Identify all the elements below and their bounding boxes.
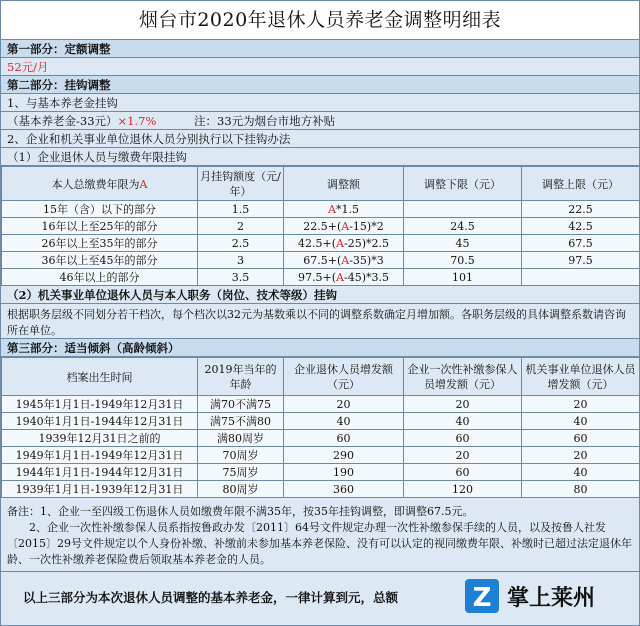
age-row	[2, 447, 640, 464]
col-onetime: 企业一次性补缴参保人员增发额（元）	[404, 358, 522, 396]
part1-amount: 52元/月	[1, 58, 639, 76]
age-row-cell: 满75不满80	[198, 413, 284, 430]
age-row-cell: 1939年12月31日之前的	[2, 430, 198, 447]
age-row-cell: 80	[522, 481, 640, 498]
age-row-cell: 1939年1月1日-1939年12月31日	[2, 481, 198, 498]
age-row-cell: 1944年1月1日-1944年12月31日	[2, 464, 198, 481]
part2-sub1: 1、与基本养老金挂钩	[1, 94, 639, 112]
contribution-row-cell: 46年以上的部分	[2, 269, 198, 286]
note-2: 2、企业一次性补缴参保人员系指按鲁政办发〔2011〕64号文件规定办理一次性补缴参保手续的人员，以及按鲁人社发〔2015〕29号文件规定以个人身份补缴、补缴前未参加基本养老保险、没有可以认定的视同缴费年限、补缴时已超过法定退休年龄、一次性补缴养老保险费后领取基本养老金的人员。	[7, 521, 632, 566]
age-row-cell: 60	[404, 430, 522, 447]
age-row-cell: 1949年1月1日-1949年12月31日	[2, 447, 198, 464]
contribution-row	[2, 252, 640, 269]
contribution-row-cell: 26年以上至35年的部分	[2, 235, 198, 252]
contribution-row-cell: 16年以上至25年的部分	[2, 218, 198, 235]
part1-heading: 第一部分：定额调整	[1, 40, 639, 58]
col-institution: 机关事业单位退休人员增发额（元）	[522, 358, 640, 396]
notes-block	[1, 498, 639, 572]
age-row-cell: 60	[522, 430, 640, 447]
contribution-row-cell: 2.5	[198, 235, 284, 252]
contribution-row-cell: 97.5	[522, 252, 640, 269]
age-row	[2, 430, 640, 447]
footer-text: 以上三部分为本次退休人员调整的基本养老金，一律计算到元，总额	[23, 590, 399, 605]
age-row-cell: 1945年1月1日-1949年12月31日	[2, 396, 198, 413]
age-row-cell: 290	[284, 447, 404, 464]
col-years: 本人总缴费年限为A	[2, 167, 198, 201]
age-row-cell: 120	[404, 481, 522, 498]
contribution-row	[2, 269, 640, 286]
part2-description: 根据职务层级不同划分若干档次，每个档次以32元为基数乘以不同的调整系数确定月增加额。各职务层级的具体调整系数请咨询所在单位。	[1, 304, 639, 339]
col-max: 调整上限（元）	[522, 167, 640, 201]
footer	[1, 572, 639, 622]
contribution-row-cell: 2	[198, 218, 284, 235]
formula-text: （基本养老金-33元）	[7, 114, 118, 128]
age-row-cell: 75周岁	[198, 464, 284, 481]
age-row-cell: 20	[522, 396, 640, 413]
age-row-cell: 70周岁	[198, 447, 284, 464]
page-title: 烟台市2020年退休人员养老金调整明细表	[1, 1, 639, 40]
age-row-cell: 1940年1月1日-1944年12月31日	[2, 413, 198, 430]
contribution-row-cell: 24.5	[404, 218, 522, 235]
contribution-row-cell: 22.5+(A-15)*2	[284, 218, 404, 235]
age-row-cell: 190	[284, 464, 404, 481]
contribution-row-cell: 97.5+(A-45)*3.5	[284, 269, 404, 286]
col-birth: 档案出生时间	[2, 358, 198, 396]
contribution-row	[2, 201, 640, 218]
logo-letter: Z	[472, 583, 492, 613]
contribution-row-cell	[404, 201, 522, 218]
age-row-cell: 20	[404, 447, 522, 464]
contribution-row-cell: 42.5	[522, 218, 640, 235]
age-row	[2, 396, 640, 413]
formula-percent: ×1.7%	[117, 114, 157, 128]
col-rate: 月挂钩额度（元/年）	[198, 167, 284, 201]
age-row-cell: 20	[284, 396, 404, 413]
part2-heading: 第二部分：挂钩调整	[1, 76, 639, 94]
col-enterprise: 企业退休人员增发额（元）	[284, 358, 404, 396]
contribution-table	[1, 166, 640, 286]
age-row-cell: 360	[284, 481, 404, 498]
col-amount: 调整额	[284, 167, 404, 201]
contribution-row-cell: 3.5	[198, 269, 284, 286]
col-min: 调整下限（元）	[404, 167, 522, 201]
contribution-row-cell: 15年（含）以下的部分	[2, 201, 198, 218]
age-row-cell: 40	[522, 413, 640, 430]
age-row	[2, 413, 640, 430]
formula-note: 注：33元为烟台市地方补贴	[194, 114, 336, 128]
contribution-row-cell: 1.5	[198, 201, 284, 218]
part2-sub2: 2、企业和机关事业单位退休人员分别执行以下挂钩办法	[1, 130, 639, 148]
logo-text: 掌上莱州	[507, 586, 596, 611]
note-1: 备注：1、企业一至四级工伤退休人员如缴费年限不满35年，按35年挂钩调整，即调整67.5元。	[7, 505, 474, 518]
age-row-cell: 满80周岁	[198, 430, 284, 447]
part2-formula-row	[1, 112, 639, 130]
age-row	[2, 481, 640, 498]
contribution-row	[2, 218, 640, 235]
age-row-cell: 20	[522, 447, 640, 464]
age-table	[1, 357, 640, 498]
age-row-cell: 80周岁	[198, 481, 284, 498]
contribution-row-cell: 36年以上至45年的部分	[2, 252, 198, 269]
part2-sub2-2: （2）机关事业单位退休人员与本人职务（岗位、技术等级）挂钩	[1, 286, 639, 304]
part2-sub2-1: （1）企业退休人员与缴费年限挂钩	[1, 148, 639, 166]
age-row	[2, 464, 640, 481]
age-row-cell: 满70不满75	[198, 396, 284, 413]
contribution-row	[2, 235, 640, 252]
contribution-row-cell: 67.5	[522, 235, 640, 252]
age-row-cell: 40	[284, 413, 404, 430]
logo-icon	[463, 576, 633, 616]
contribution-row-cell: A*1.5	[284, 201, 404, 218]
age-row-cell: 60	[284, 430, 404, 447]
part3-heading: 第三部分：适当倾斜（高龄倾斜）	[1, 339, 639, 357]
age-row-cell: 20	[404, 396, 522, 413]
contribution-row-cell	[522, 269, 640, 286]
contribution-row-cell: 42.5+(A-25)*2.5	[284, 235, 404, 252]
contribution-row-cell: 22.5	[522, 201, 640, 218]
contribution-row-cell: 67.5+(A-35)*3	[284, 252, 404, 269]
age-row-cell: 40	[404, 413, 522, 430]
contribution-row-cell: 45	[404, 235, 522, 252]
age-row-cell: 40	[522, 464, 640, 481]
age-row-cell: 60	[404, 464, 522, 481]
contribution-row-cell: 101	[404, 269, 522, 286]
contribution-row-cell: 70.5	[404, 252, 522, 269]
contribution-row-cell: 3	[198, 252, 284, 269]
col-age: 2019年当年的年龄	[198, 358, 284, 396]
